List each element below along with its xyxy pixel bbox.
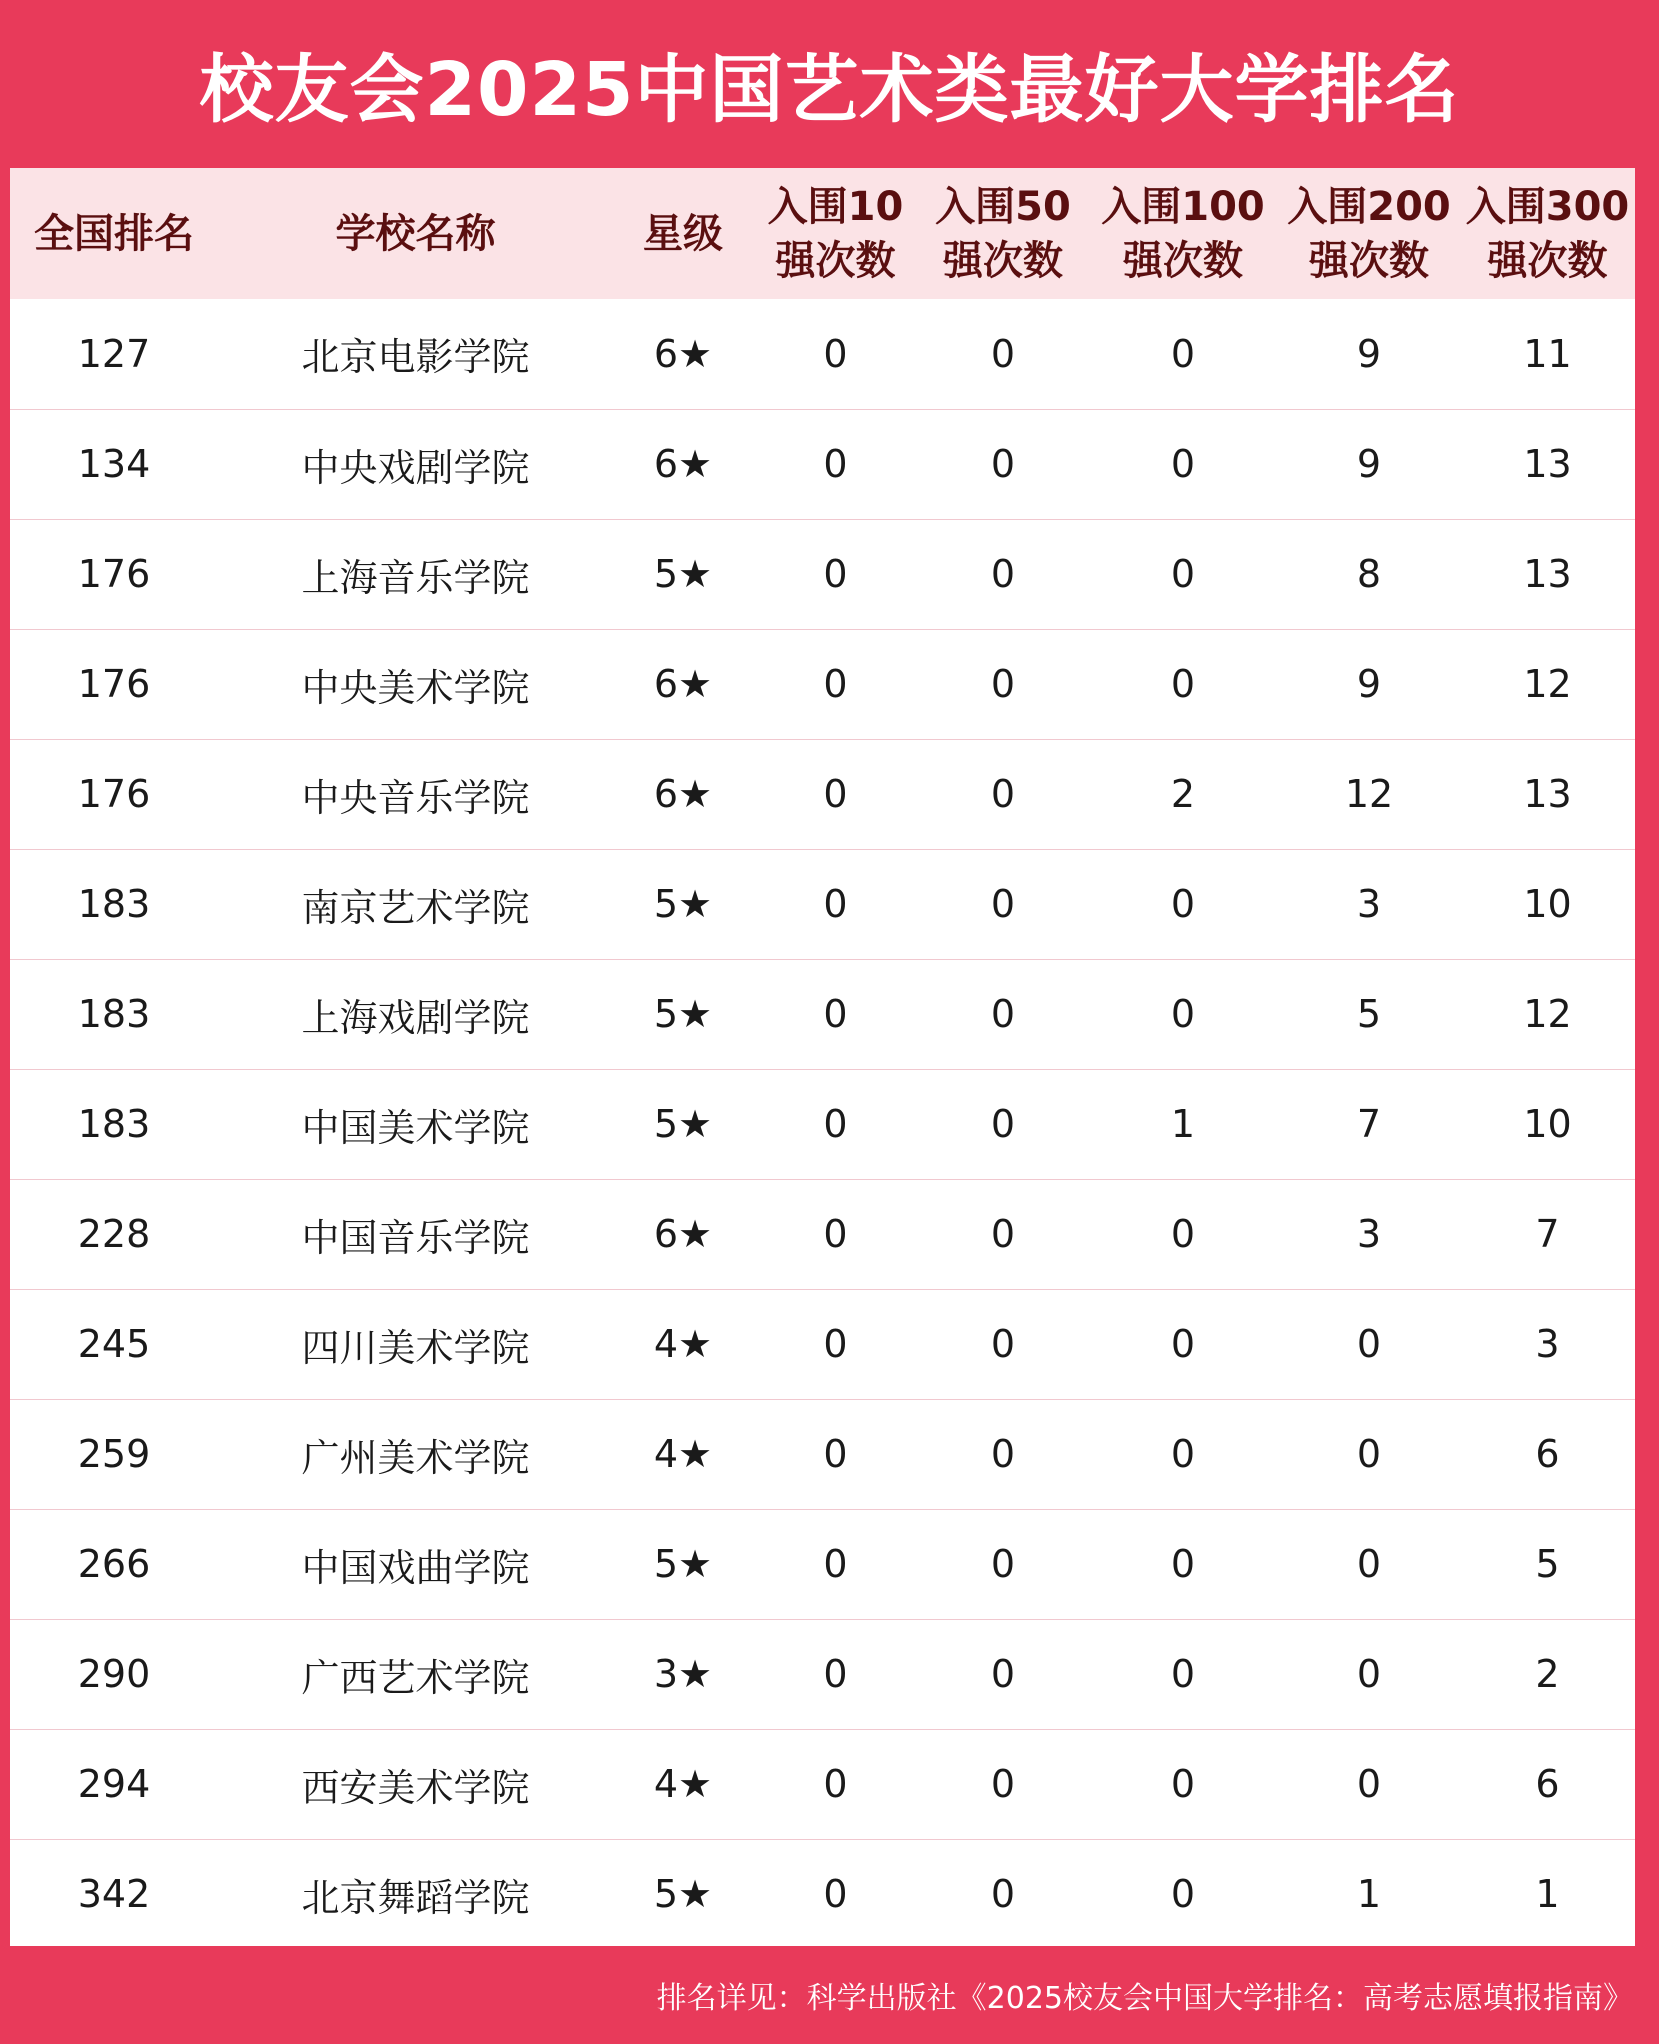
page-title: 校友会2025中国艺术类最好大学排名 <box>199 47 1460 133</box>
cell-top10: 0 <box>753 519 918 629</box>
cell-top200: 0 <box>1278 1729 1460 1839</box>
header-top100-count: 入围100 强次数 <box>1101 183 1265 284</box>
ranking-panel <box>10 168 1635 1946</box>
cell-star-level: 6★ <box>613 409 753 519</box>
cell-star-level: 4★ <box>613 1729 753 1839</box>
table-row <box>10 1619 1635 1729</box>
table-row <box>10 1509 1635 1619</box>
cell-top200: 0 <box>1278 1619 1460 1729</box>
cell-star-level: 6★ <box>613 1179 753 1289</box>
cell-rank: 183 <box>10 959 218 1069</box>
footer <box>0 1946 1659 2044</box>
source-note: 排名详见：科学出版社《2025校友会中国大学排名：高考志愿填报指南》 <box>656 1981 1633 2016</box>
cell-top50: 0 <box>918 849 1088 959</box>
cell-rank: 127 <box>77 331 151 376</box>
cell-top300: 11 <box>1523 331 1572 376</box>
cell-top50: 0 <box>918 1179 1088 1289</box>
cell-top100: 0 <box>1088 1289 1278 1399</box>
cell-school-name: 北京舞蹈学院 <box>218 1839 613 1949</box>
cell-top300: 13 <box>1460 409 1635 519</box>
cell-star-level: 5★ <box>613 959 753 1069</box>
cell-top10: 0 <box>753 1619 918 1729</box>
cell-rank: 245 <box>10 1289 218 1399</box>
cell-rank: 183 <box>10 849 218 959</box>
cell-top50: 0 <box>990 331 1016 376</box>
table-row <box>10 1839 1635 1949</box>
cell-top100: 0 <box>1088 1619 1278 1729</box>
cell-top200: 0 <box>1278 1289 1460 1399</box>
cell-top200: 5 <box>1278 959 1460 1069</box>
cell-top200: 8 <box>1278 519 1460 629</box>
cell-rank: 134 <box>10 409 218 519</box>
cell-star-level: 3★ <box>613 1619 753 1729</box>
header-school-name: 学校名称 <box>335 210 496 257</box>
cell-top100: 0 <box>1088 849 1278 959</box>
cell-school-name: 中央戏剧学院 <box>218 409 613 519</box>
cell-top200: 3 <box>1278 1179 1460 1289</box>
cell-school-name: 中央美术学院 <box>218 629 613 739</box>
cell-top100: 0 <box>1088 959 1278 1069</box>
cell-top50: 0 <box>918 1069 1088 1179</box>
cell-top10: 0 <box>753 629 918 739</box>
cell-top100: 0 <box>1088 1509 1278 1619</box>
table-row <box>10 1179 1635 1289</box>
table-row <box>10 1399 1635 1509</box>
header-top50-count: 入围50 强次数 <box>935 183 1071 284</box>
table-row <box>10 1729 1635 1839</box>
cell-rank: 266 <box>10 1509 218 1619</box>
cell-star-level: 5★ <box>613 1509 753 1619</box>
cell-top10: 0 <box>753 1179 918 1289</box>
cell-top50: 0 <box>918 519 1088 629</box>
cell-rank: 294 <box>10 1729 218 1839</box>
cell-top300: 6 <box>1460 1729 1635 1839</box>
cell-top200: 12 <box>1278 739 1460 849</box>
cell-school-name: 中国美术学院 <box>218 1069 613 1179</box>
cell-top10: 0 <box>753 1289 918 1399</box>
cell-top300: 2 <box>1460 1619 1635 1729</box>
cell-top300: 12 <box>1460 959 1635 1069</box>
table-row <box>10 959 1635 1069</box>
cell-top100: 0 <box>1088 1839 1278 1949</box>
cell-school-name: 四川美术学院 <box>218 1289 613 1399</box>
cell-top200: 3 <box>1278 849 1460 959</box>
header-rank: 全国排名 <box>34 210 194 257</box>
cell-top300: 10 <box>1460 849 1635 959</box>
cell-rank: 342 <box>10 1839 218 1949</box>
cell-top10: 0 <box>753 1839 918 1949</box>
cell-school-name: 中央音乐学院 <box>218 739 613 849</box>
title-bar <box>0 0 1659 168</box>
cell-rank: 290 <box>10 1619 218 1729</box>
table-row <box>10 739 1635 849</box>
cell-school-name: 北京电影学院 <box>301 335 530 380</box>
cell-star-level: 4★ <box>613 1289 753 1399</box>
cell-top300: 6 <box>1460 1399 1635 1509</box>
cell-top50: 0 <box>918 409 1088 519</box>
cell-top10: 0 <box>753 1509 918 1619</box>
cell-rank: 176 <box>10 629 218 739</box>
cell-school-name: 中国戏曲学院 <box>218 1509 613 1619</box>
cell-top200: 9 <box>1278 629 1460 739</box>
cell-star-level: 5★ <box>613 519 753 629</box>
cell-top100: 0 <box>1088 629 1278 739</box>
cell-top50: 0 <box>918 1399 1088 1509</box>
cell-school-name: 上海戏剧学院 <box>218 959 613 1069</box>
cell-top50: 0 <box>918 959 1088 1069</box>
cell-top200: 9 <box>1356 331 1382 376</box>
cell-top100: 0 <box>1088 1179 1278 1289</box>
cell-rank: 176 <box>10 519 218 629</box>
cell-top300: 10 <box>1460 1069 1635 1179</box>
ranking-table <box>10 168 1635 1949</box>
cell-top200: 0 <box>1278 1399 1460 1509</box>
cell-top50: 0 <box>918 1729 1088 1839</box>
cell-top100: 0 <box>1088 409 1278 519</box>
cell-top50: 0 <box>918 1509 1088 1619</box>
cell-top300: 7 <box>1460 1179 1635 1289</box>
cell-top50: 0 <box>918 739 1088 849</box>
header-top300-count: 入围300 强次数 <box>1465 183 1630 284</box>
cell-top10: 0 <box>753 959 918 1069</box>
cell-top100: 0 <box>1088 519 1278 629</box>
table-row <box>10 409 1635 519</box>
header-top200-count: 入围200 强次数 <box>1287 183 1451 284</box>
cell-star-level: 6★ <box>653 331 713 376</box>
cell-star-level: 6★ <box>613 629 753 739</box>
cell-top200: 7 <box>1278 1069 1460 1179</box>
table-row <box>10 299 1635 409</box>
cell-school-name: 广州美术学院 <box>218 1399 613 1509</box>
cell-top200: 0 <box>1278 1509 1460 1619</box>
header-top10-count: 入围10 强次数 <box>767 183 904 284</box>
cell-top10: 0 <box>753 849 918 959</box>
cell-top300: 12 <box>1460 629 1635 739</box>
cell-top300: 13 <box>1460 519 1635 629</box>
table-row <box>10 1069 1635 1179</box>
cell-star-level: 4★ <box>613 1399 753 1509</box>
cell-top10: 0 <box>753 1399 918 1509</box>
cell-rank: 228 <box>10 1179 218 1289</box>
cell-rank: 176 <box>10 739 218 849</box>
cell-school-name: 南京艺术学院 <box>218 849 613 959</box>
table-row <box>10 629 1635 739</box>
cell-top10: 0 <box>753 409 918 519</box>
table-header-row <box>10 168 1635 299</box>
table-body <box>10 299 1635 1949</box>
cell-top300: 1 <box>1460 1839 1635 1949</box>
cell-star-level: 5★ <box>613 1839 753 1949</box>
cell-star-level: 5★ <box>613 849 753 959</box>
cell-school-name: 上海音乐学院 <box>218 519 613 629</box>
cell-top50: 0 <box>918 1289 1088 1399</box>
cell-star-level: 6★ <box>613 739 753 849</box>
cell-rank: 183 <box>10 1069 218 1179</box>
cell-top10: 0 <box>753 1729 918 1839</box>
cell-top10: 0 <box>823 331 848 376</box>
cell-star-level: 5★ <box>613 1069 753 1179</box>
cell-school-name: 中国音乐学院 <box>218 1179 613 1289</box>
cell-top50: 0 <box>918 1839 1088 1949</box>
cell-top100: 2 <box>1088 739 1278 849</box>
table-row <box>10 1289 1635 1399</box>
cell-top200: 9 <box>1278 409 1460 519</box>
cell-top50: 0 <box>918 1619 1088 1729</box>
table-row <box>10 849 1635 959</box>
cell-top200: 1 <box>1278 1839 1460 1949</box>
cell-school-name: 广西艺术学院 <box>218 1619 613 1729</box>
cell-top10: 0 <box>753 739 918 849</box>
cell-top300: 3 <box>1460 1289 1635 1399</box>
cell-top300: 5 <box>1460 1509 1635 1619</box>
cell-top10: 0 <box>753 1069 918 1179</box>
cell-top100: 1 <box>1088 1069 1278 1179</box>
header-star-level: 星级 <box>643 210 723 257</box>
cell-top100: 0 <box>1170 331 1196 376</box>
cell-top50: 0 <box>918 629 1088 739</box>
cell-rank: 259 <box>10 1399 218 1509</box>
cell-school-name: 西安美术学院 <box>218 1729 613 1839</box>
cell-top100: 0 <box>1088 1729 1278 1839</box>
table-row <box>10 519 1635 629</box>
cell-top100: 0 <box>1088 1399 1278 1509</box>
cell-top300: 13 <box>1460 739 1635 849</box>
